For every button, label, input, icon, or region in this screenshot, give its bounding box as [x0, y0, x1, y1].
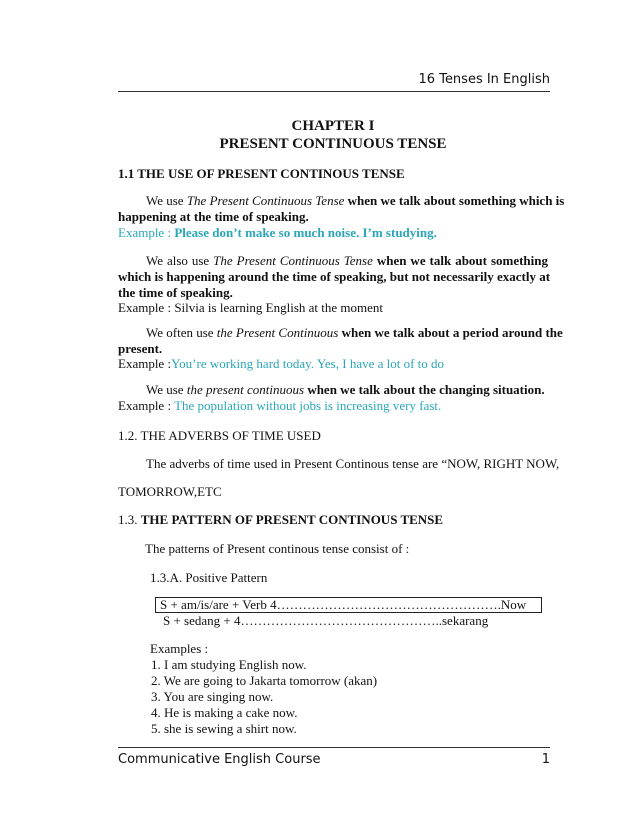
section-heading: 1.1 THE USE OF PRESENT CONTINOUS TENSE — [118, 166, 405, 181]
paragraph-line: present. — [118, 341, 163, 356]
paragraph-line: TOMORROW,ETC — [118, 484, 222, 499]
paragraph-line: We use The Present Continuous Tense when we talk about something which is — [146, 193, 565, 208]
pattern-translation: S + sedang + 4………………………………………..sekarang — [163, 613, 489, 628]
list-item: 5. she is sewing a shirt now. — [151, 721, 297, 736]
paragraph-line: The adverbs of time used in Present Continous tense are “NOW, RIGHT NOW, — [146, 456, 560, 471]
list-item: 1. I am studying English now. — [151, 657, 307, 672]
list-item: 4. He is making a cake now. — [151, 705, 298, 720]
chapter-number: CHAPTER I — [291, 118, 375, 134]
paragraph-line: We often use the Present Continuous when we talk about a period around the — [146, 325, 563, 340]
footer-course: Communicative English Course — [118, 752, 321, 767]
examples-label: Examples : — [150, 641, 209, 656]
example-line: Example : Please don’t make so much noise. I’m studying. — [118, 225, 437, 240]
running-header: 16 Tenses In English — [418, 72, 550, 87]
list-item: 3. You are singing now. — [151, 689, 274, 704]
pattern-formula: S + am/is/are + Verb 4…………………………………………….Now — [160, 597, 527, 612]
paragraph-line: We use the present continuous when we talk about the changing situation. — [146, 382, 545, 397]
subheading: 1.3.A. Positive Pattern — [150, 570, 268, 585]
example-line: Example : The population without jobs is increasing very fast. — [118, 398, 442, 413]
paragraph-line: the time of speaking. — [118, 285, 233, 300]
paragraph-line: which is happening around the time of speaking, but not necessarily exactly at — [118, 269, 551, 284]
paragraph-line: We also use The Present Continuous Tense when we talk about something — [146, 253, 549, 268]
footer-rule — [118, 747, 550, 748]
example-line: Example :You’re working hard today. Yes, I have a lot of to do — [118, 356, 445, 371]
section-heading: 1.2. THE ADVERBS OF TIME USED — [118, 428, 321, 443]
section-heading: 1.3. THE PATTERN OF PRESENT CONTINOUS TENSE — [118, 512, 444, 527]
paragraph-line: happening at the time of speaking. — [118, 209, 309, 224]
example-line: Example : Silvia is learning English at the moment — [118, 300, 384, 315]
chapter-title: PRESENT CONTINUOUS TENSE — [219, 136, 447, 152]
header-rule — [118, 91, 550, 92]
list-item: 2. We are going to Jakarta tomorrow (akan) — [151, 673, 378, 688]
page-number: 1 — [541, 752, 550, 767]
paragraph-line: The patterns of Present continous tense consist of : — [145, 541, 410, 556]
